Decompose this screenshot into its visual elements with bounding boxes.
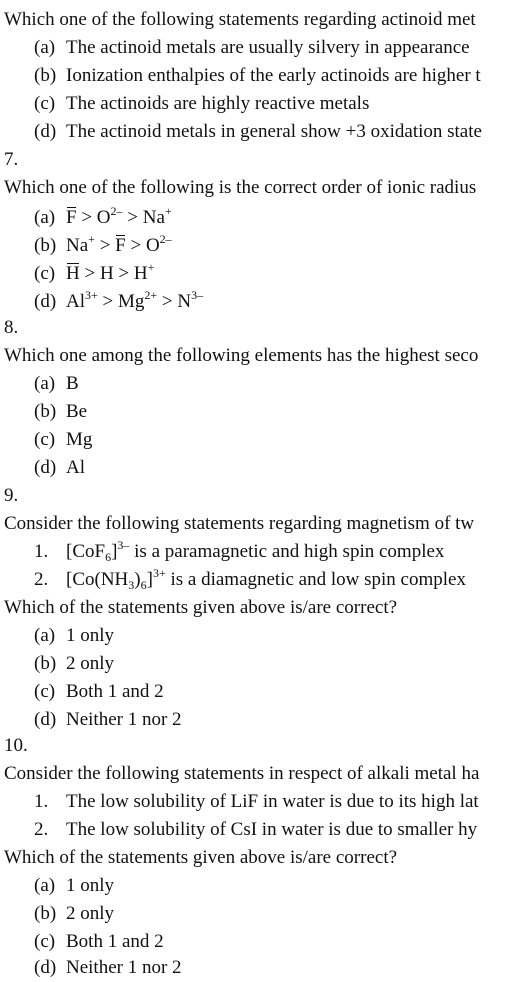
option-label: (c) [34,429,56,450]
charge: 3+ [85,288,98,302]
formula-part: > [94,235,116,256]
q9-statement-2 [34,566,466,594]
statement-text: The low solubility of LiF in water is due to its high lat [66,791,479,812]
q6-option-a[interactable] [34,34,470,62]
formula-part: H [66,260,80,288]
option-text: Both 1 and 2 [66,931,164,952]
option-label: (c) [34,263,56,284]
subscript: 6 [140,578,147,592]
formula-part: ) [134,569,141,590]
option-label: (d) [34,121,57,142]
formula-part: Na [66,235,89,256]
option-label: (c) [34,681,56,702]
option-text: Mg [66,429,93,450]
charge: + [88,232,95,246]
q9-statement-1 [34,538,444,566]
option-text: The actinoids are highly reactive metals [66,93,370,114]
q8-number: 8. [4,317,19,338]
option-text: 1 only [66,875,115,896]
formula-part: > Mg [97,291,145,312]
option-text: B [66,373,79,394]
option-text: Both 1 and 2 [66,681,164,702]
q9-option-c[interactable] [34,678,164,706]
option-text: Al [66,457,85,478]
option-text: 2 only [66,903,115,924]
statement-number: 2. [34,819,49,840]
option-label: (d) [34,291,57,312]
option-text: Be [66,401,88,422]
q6-option-c[interactable] [34,90,369,118]
q10-option-a[interactable] [34,872,114,900]
q9-question: Which of the statements given above is/are correct? [4,597,398,618]
q9-option-b[interactable] [34,650,114,678]
q8-option-c[interactable] [34,426,92,454]
q7-stem: Which one of the following is the correct order of ionic radius [4,177,477,198]
formula-part: > Na [122,207,165,228]
q10-option-d[interactable] [34,954,182,982]
option-label: (c) [34,931,56,952]
q10-statement-2 [34,816,477,844]
charge: 2– [110,204,123,218]
q10-number: 10. [4,735,28,756]
option-text: 1 only [66,625,115,646]
q7-option-d[interactable] [34,288,203,316]
statement-text: is a paramagnetic and high spin complex [129,541,445,562]
q7-number: 7. [4,149,19,170]
q6-option-d[interactable] [34,118,482,146]
statement-number: 1. [34,541,49,562]
statement-number: 2. [34,569,49,590]
charge: + [164,204,172,218]
charge: 2+ [144,288,158,302]
statement-text: is a diamagnetic and low spin complex [165,569,466,590]
option-label: (a) [34,373,56,394]
option-label: (b) [34,401,57,422]
charge: 3+ [152,566,166,580]
q8-option-a[interactable] [34,370,79,398]
q9-option-d[interactable] [34,706,182,734]
option-text: Neither 1 nor 2 [66,709,182,730]
option-label: (a) [34,625,56,646]
q10-option-b[interactable] [34,900,114,928]
q9-number: 9. [4,485,19,506]
charge: + [147,260,155,274]
option-label: (d) [34,457,57,478]
option-label: (d) [34,709,57,730]
formula-part: [CoF [66,541,106,562]
formula-part: > O [76,207,111,228]
q9-option-a[interactable] [34,622,114,650]
option-text: Ionization enthalpies of the early actinoids are higher t [66,65,481,86]
option-label: (a) [34,207,56,228]
subscript: 3 [128,578,135,592]
option-label: (b) [34,653,57,674]
option-text: 2 only [66,653,115,674]
formula-part: > N [157,291,192,312]
q10-statement-1 [34,788,479,816]
q6-option-b[interactable] [34,62,481,90]
formula-part: ] [111,541,118,562]
formula-part: ] [146,569,153,590]
option-text: Neither 1 nor 2 [66,957,182,978]
q8-option-d[interactable] [34,454,85,482]
charge: 3– [191,288,204,302]
q10-stem: Consider the following statements in respect of alkali metal ha [4,763,480,784]
option-label: (a) [34,37,56,58]
charge: 3– [117,538,130,552]
option-label: (c) [34,93,56,114]
option-text: The actinoid metals in general show +3 oxidation state [66,121,482,142]
q7-option-a[interactable] [34,204,172,232]
charge: 2– [159,232,172,246]
q9-stem: Consider the following statements regarding magnetism of tw [4,513,475,534]
q10-question: Which of the statements given above is/are correct? [4,847,398,868]
statement-text: The low solubility of CsI in water is due to smaller hy [66,819,478,840]
option-text: The actinoid metals are usually silvery in appearance [66,37,470,58]
q8-option-b[interactable] [34,398,87,426]
q8-stem: Which one among the following elements has the highest seco [4,345,479,366]
option-label: (b) [34,903,57,924]
option-label: (b) [34,235,57,256]
subscript: 6 [105,550,112,564]
formula-part: [Co(NH [66,569,129,590]
option-label: (b) [34,65,57,86]
q7-option-b[interactable] [34,232,172,260]
formula-part: > H > H [79,263,148,284]
q7-option-c[interactable] [34,260,154,288]
formula-part: F [66,204,77,232]
option-label: (a) [34,875,56,896]
q10-option-c[interactable] [34,928,164,956]
formula-part: > O [125,235,160,256]
q6-stem: Which one of the following statements regarding actinoid met [4,9,476,30]
option-label: (d) [34,957,57,978]
formula-part: F [115,232,126,260]
formula-part: Al [66,291,85,312]
statement-number: 1. [34,791,49,812]
